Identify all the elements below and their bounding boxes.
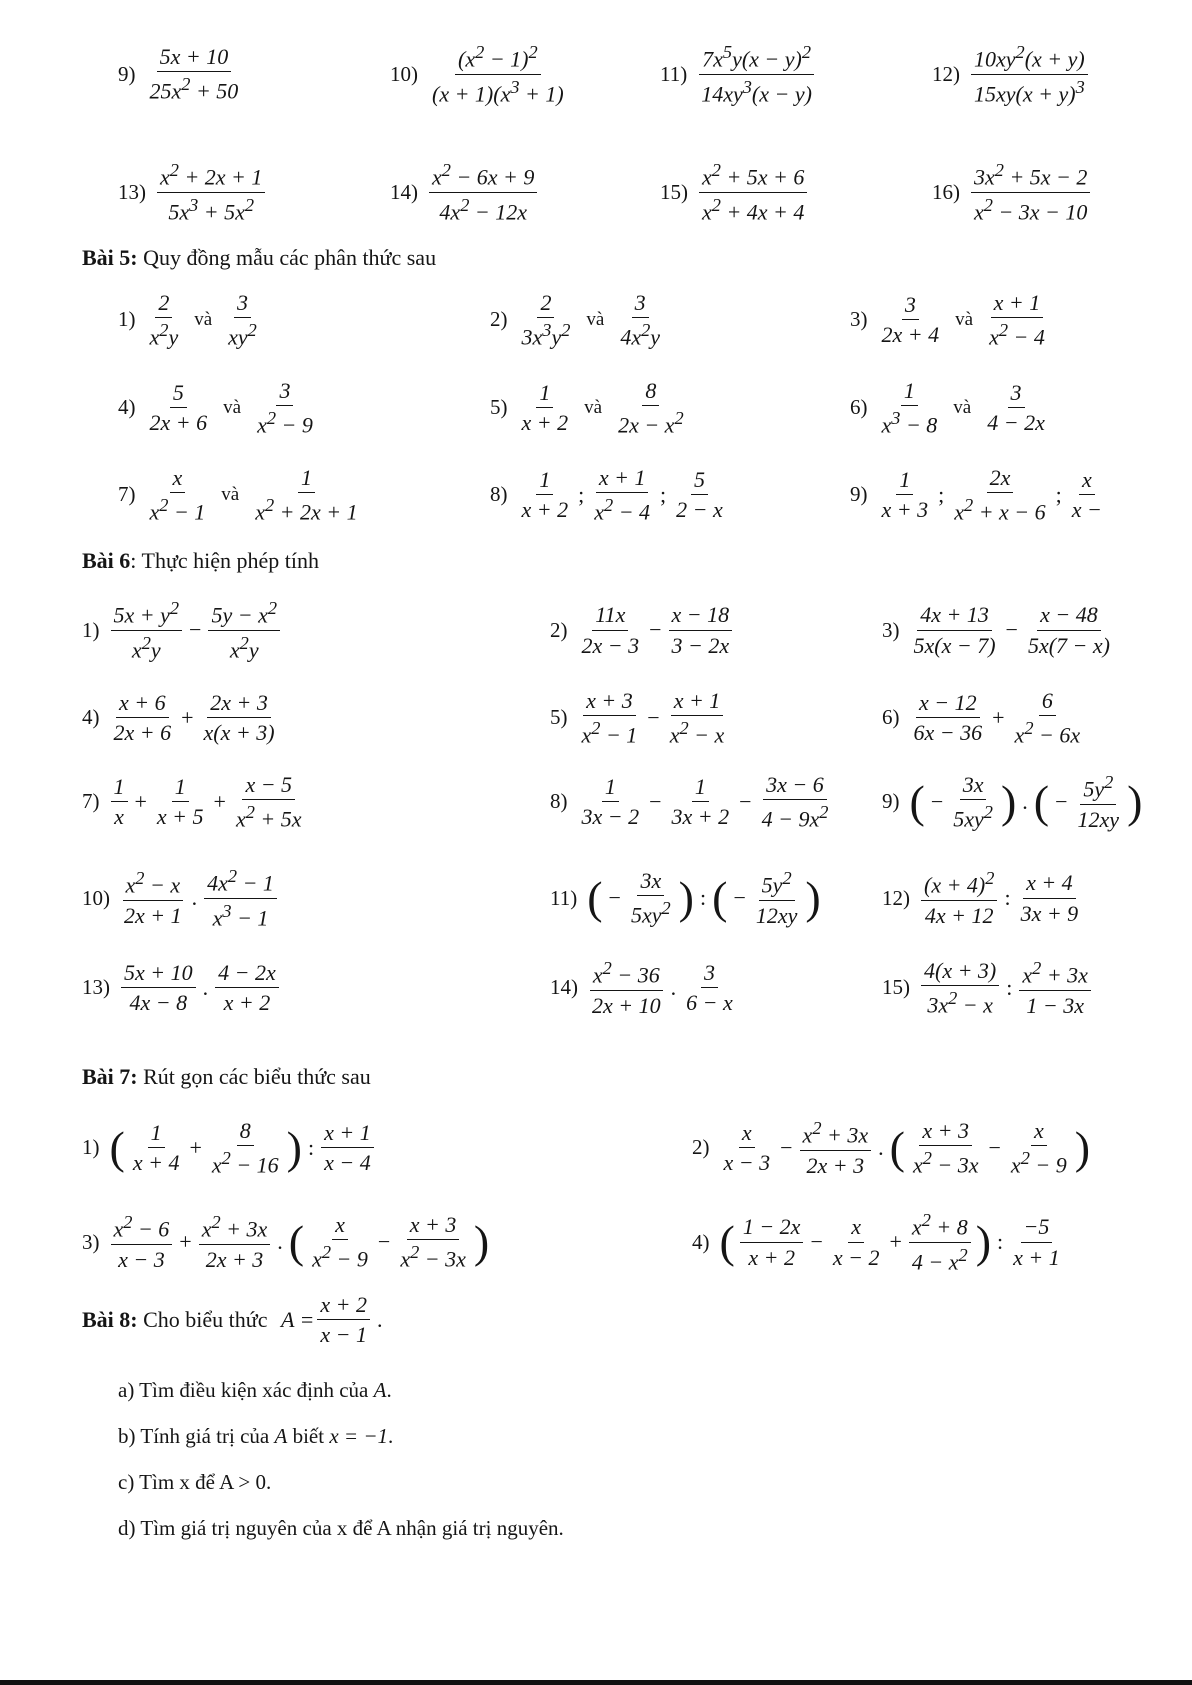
bai6-expr-10: $\frac{x^2 - x}{2x + 1}$ . $\frac{4x^2 - 1}{x^3 - 1}$ [118, 866, 280, 930]
page-bottom-border [0, 1680, 1192, 1685]
bai6-expr-5: $\frac{x + 3}{x^2 - 1}$ − $\frac{x + 1}{x^2 - x}$ [581, 688, 725, 748]
bai8-heading: Bài 8: Cho biểu thức A = $\frac{x + 2}{x - 1}$ . [82, 1292, 387, 1348]
bai5-expr-1: $\frac{2}{x^2y}$ và $\frac{3}{xy^2}$ [149, 290, 257, 350]
bai4-expr-16: $\frac{3x^2 + 5x - 2}{x^2 - 3x - 10}$ [968, 160, 1093, 224]
bai5-item-1: 1) $\frac{2}{x^2y}$ và $\frac{3}{xy^2}$ [118, 290, 490, 350]
bai6-item-8: 8) $\frac{1}{3x - 2}$ − $\frac{1}{3x + 2}$ − $\frac{3x - 6}{4 - 9x^2}$ [492, 772, 882, 832]
bai8-question-a: a) Tìm điều kiện xác định của A. [118, 1378, 392, 1402]
bai7-expr-2: $\frac{x}{x - 3}$ − $\frac{x^2 + 3x}{2x + 3}$ . ( $\frac{x + 3}{x^2 - 3x}$ − $\frac{x}{x^2 - 9}$ ) [723, 1118, 1091, 1178]
bai5-expr-7: $\frac{x}{x^2 - 1}$ và $\frac{1}{x^2 + 2x + 1}$ [149, 465, 358, 525]
bai7-expr-1: ( $\frac{1}{x + 4}$ + $\frac{8}{x^2 - 16}$ ) : $\frac{x + 1}{x - 4}$ [108, 1118, 377, 1178]
bai7-row-2 [82, 1210, 1152, 1274]
bai5-expr-5: $\frac{1}{x + 2}$ và $\frac{8}{2x - x^2}$ [521, 378, 684, 438]
bai4-item-16: 16) $\frac{3x^2 + 5x - 2}{x^2 - 3x - 10}$ [932, 160, 1152, 224]
bai6-row-1 [82, 598, 1162, 662]
bai5-expr-4: $\frac{5}{2x + 6}$ và $\frac{3}{x^2 - 9}$ [149, 378, 313, 438]
bai6-item-2: 2) $\frac{11x}{2x - 3}$ − $\frac{x - 18}{3 - 2x}$ [492, 602, 882, 658]
bai6-expr-4: $\frac{x + 6}{2x + 6}$ + $\frac{2x + 3}{x(x + 3)}$ [113, 690, 275, 746]
bai6-item-5: 5) $\frac{x + 3}{x^2 - 1}$ − $\frac{x + 1}{x^2 - x}$ [492, 688, 882, 748]
bai6-item-15: 15) $\frac{4(x + 3)}{3x^2 - x}$ : $\frac{x^2 + 3x}{1 - 3x}$ [882, 958, 1162, 1018]
bai8-expression: A = $\frac{x + 2}{x - 1}$ . [280, 1292, 383, 1348]
bai7-item-3: 3) $\frac{x^2 - 6}{x - 3}$ + $\frac{x^2 + 3x}{2x + 3}$ . ( $\frac{x}{x^2 - 9}$ − $\frac{x + 3}{x^2 - 3x}$ ) [82, 1212, 490, 1272]
bai7-heading: Bài 7: Rút gọn các biểu thức sau [82, 1064, 371, 1089]
bai7-item-4: 4) ( $\frac{1 - 2x}{x + 2}$ − $\frac{x}{x - 2}$ + $\frac{x^2 + 8}{4 - x^2}$ ) : $\frac{-5}{x + 1}$ [692, 1210, 1152, 1274]
bai4-item-12: 12) $\frac{10xy^2(x + y)}{15xy(x + y)^3}$ [932, 42, 1152, 106]
bai6-row-5 [82, 958, 1162, 1018]
bai6-expr-8: $\frac{1}{3x - 2}$ − $\frac{1}{3x + 2}$ − $\frac{3x - 6}{4 - 9x^2}$ [581, 772, 829, 832]
bai6-item-9: 9) ( − $\frac{3x}{5xy^2}$ ) . ( − $\frac{5y^2}{12xy}$ ) [882, 772, 1143, 832]
bai5-item-6: 6) $\frac{1}{x^3 - 8}$ và $\frac{3}{4 - 2x}$ [850, 378, 1162, 438]
bai6-item-12: 12) $\frac{(x + 4)^2}{4x + 12}$ : $\frac{x + 4}{3x + 9}$ [882, 868, 1162, 928]
bai6-expr-2: $\frac{11x}{2x - 3}$ − $\frac{x - 18}{3 - 2x}$ [576, 602, 736, 658]
bai5-item-8: 8) $\frac{1}{x + 2}$ ; $\frac{x + 1}{x^2 - 4}$ ; $\frac{5}{2 - x}$ [490, 465, 850, 525]
bai7-expr-3: $\frac{x^2 - 6}{x - 3}$ + $\frac{x^2 + 3x}{2x + 3}$ . ( $\frac{x}{x^2 - 9}$ − $\frac{x + 3}{x^2 - 3x}$ ) [108, 1212, 492, 1272]
bai6-expr-3: $\frac{4x + 13}{5x(x - 7)}$ − $\frac{x - 48}{5x(7 - x)}$ [913, 602, 1110, 658]
bai6-row-4 [82, 866, 1162, 930]
bai4-expr-13: $\frac{x^2 + 2x + 1}{5x^3 + 5x^2}$ [154, 160, 268, 224]
bai7-item-1: 1) ( $\frac{1}{x + 4}$ + $\frac{8}{x^2 - 16}$ ) : $\frac{x + 1}{x - 4}$ [82, 1118, 692, 1178]
bai7-item-2: 2) $\frac{x}{x - 3}$ − $\frac{x^2 + 3x}{2x + 3}$ . ( $\frac{x + 3}{x^2 - 3x}$ − $\frac{x}{x^2 - 9}$ ) [692, 1118, 1091, 1178]
bai6-expr-13: $\frac{5x + 10}{4x - 8}$ . $\frac{4 - 2x}{x + 2}$ [118, 960, 282, 1016]
bai4-item-14: 14) $\frac{x^2 - 6x + 9}{4x^2 - 12x}$ [390, 160, 660, 224]
bai5-row-3 [118, 465, 1162, 525]
bai6-item-11: 11) ( − $\frac{3x}{5xy^2}$ ) : ( − $\frac{5y^2}{12xy}$ ) [550, 868, 821, 928]
bai5-expr-3: $\frac{3}{2x + 4}$ và $\frac{x + 1}{x^2 - 4}$ [881, 290, 1045, 350]
bai5-item-9: 9) $\frac{1}{x + 3}$ ; $\frac{2x}{x^2 + x - 6}$ ; $\frac{x}{x -}$ [850, 465, 1162, 525]
bai5-expr-9: $\frac{1}{x + 3}$ ; $\frac{2x}{x^2 + x - 6}$ ; $\frac{x}{x -}$ [881, 465, 1102, 525]
bai4-item-15: 15) $\frac{x^2 + 5x + 6}{x^2 + 4x + 4}$ [660, 160, 932, 224]
bai6-expr-6: $\frac{x - 12}{6x - 36}$ + $\frac{6}{x^2 - 6x}$ [913, 688, 1081, 748]
bai4-row-1 [118, 42, 1152, 106]
bai7-expr-4: ( $\frac{1 - 2x}{x + 2}$ − $\frac{x}{x - 2}$ + $\frac{x^2 + 8}{4 - x^2}$ ) : $\frac{-5}{x + 1}$ [719, 1210, 1060, 1274]
bai6-heading: Bài 6: Thực hiện phép tính [82, 548, 320, 573]
bai8-question-d: d) Tìm giá trị nguyên của x để A nhận giá trị nguyên. [118, 1516, 564, 1540]
bai6-expr-11: ( − $\frac{3x}{5xy^2}$ ) : ( − $\frac{5y^2}{12xy}$ ) [587, 868, 821, 928]
bai4-expr-15: $\frac{x^2 + 5x + 6}{x^2 + 4x + 4}$ [696, 160, 810, 224]
bai4-item-11: 11) $\frac{7x^5y(x - y)^2}{14xy^3(x - y)}$ [660, 42, 932, 106]
bai6-expr-9: ( − $\frac{3x}{5xy^2}$ ) . ( − $\frac{5y^2}{12xy}$ ) [909, 772, 1143, 832]
bai4-expr-9: $\frac{5x + 10}{25x^2 + 50}$ [149, 44, 239, 104]
bai6-row-2 [82, 688, 1162, 748]
bai6-expr-15: $\frac{4(x + 3)}{3x^2 - x}$ : $\frac{x^2 + 3x}{1 - 3x}$ [918, 958, 1094, 1018]
bai6-item-4: 4) $\frac{x + 6}{2x + 6}$ + $\frac{2x + 3}{x(x + 3)}$ [82, 690, 492, 746]
bai4-item-10: 10) $\frac{(x^2 - 1)^2}{(x + 1)(x^3 + 1)}$ [390, 42, 660, 106]
bai6-expr-1: $\frac{5x + y^2}{x^2y}$ − $\frac{5y - x^2}{x^2y}$ [108, 598, 284, 662]
bai5-row-1 [118, 290, 1162, 350]
bai6-expr-12: $\frac{(x + 4)^2}{4x + 12}$ : $\frac{x + 4}{3x + 9}$ [918, 868, 1084, 928]
bai5-expr-8: $\frac{1}{x + 2}$ ; $\frac{x + 1}{x^2 - 4}$ ; $\frac{5}{2 - x}$ [521, 465, 723, 525]
bai5-expr-6: $\frac{1}{x^3 - 8}$ và $\frac{3}{4 - 2x}$ [881, 378, 1045, 438]
bai6-item-7: 7) $\frac{1}{x}$ + $\frac{1}{x + 5}$ + $\frac{x - 5}{x^2 + 5x}$ [82, 772, 492, 832]
bai6-expr-7: $\frac{1}{x}$ + $\frac{1}{x + 5}$ + $\frac{x - 5}{x^2 + 5x}$ [108, 772, 308, 832]
bai6-item-10: 10) $\frac{x^2 - x}{2x + 1}$ . $\frac{4x^2 - 1}{x^3 - 1}$ [82, 866, 492, 930]
bai6-row-3 [82, 772, 1162, 832]
bai5-row-2 [118, 378, 1162, 438]
bai6-item-13: 13) $\frac{5x + 10}{4x - 8}$ . $\frac{4 - 2x}{x + 2}$ [82, 960, 492, 1016]
bai6-item-1: 1) $\frac{5x + y^2}{x^2y}$ − $\frac{5y - x^2}{x^2y}$ [82, 598, 492, 662]
bai5-item-4: 4) $\frac{5}{2x + 6}$ và $\frac{3}{x^2 - 9}$ [118, 378, 490, 438]
bai6-item-14: 14) $\frac{x^2 - 36}{2x + 10}$ . $\frac{3}{6 - x}$ [492, 958, 882, 1018]
bai5-expr-2: $\frac{2}{3x^3y^2}$ và $\frac{3}{4x^2y}$ [521, 290, 661, 350]
bai7-row-1 [82, 1118, 1152, 1178]
bai6-item-6: 6) $\frac{x - 12}{6x - 36}$ + $\frac{6}{x^2 - 6x}$ [882, 688, 1162, 748]
bai5-item-3: 3) $\frac{3}{2x + 4}$ và $\frac{x + 1}{x^2 - 4}$ [850, 290, 1162, 350]
bai4-item-9: 9) $\frac{5x + 10}{25x^2 + 50}$ [118, 44, 390, 104]
bai6-expr-14: $\frac{x^2 - 36}{2x + 10}$ . $\frac{3}{6 - x}$ [586, 958, 739, 1018]
bai5-item-2: 2) $\frac{2}{3x^3y^2}$ và $\frac{3}{4x^2y}$ [490, 290, 850, 350]
bai4-expr-11: $\frac{7x^5y(x - y)^2}{14xy^3(x - y)}$ [695, 42, 818, 106]
bai5-heading: Bài 5: Quy đồng mẫu các phân thức sau [82, 245, 437, 270]
bai8-question-b: b) Tính giá trị của A biết x = −1. [118, 1424, 394, 1448]
bai4-expr-14: $\frac{x^2 - 6x + 9}{4x^2 - 12x}$ [426, 160, 540, 224]
bai4-expr-12: $\frac{10xy^2(x + y)}{15xy(x + y)^3}$ [968, 42, 1091, 106]
bai6-item-3: 3) $\frac{4x + 13}{5x(x - 7)}$ − $\frac{x - 48}{5x(7 - x)}$ [882, 602, 1162, 658]
bai5-item-7: 7) $\frac{x}{x^2 - 1}$ và $\frac{1}{x^2 + 2x + 1}$ [118, 465, 490, 525]
bai8-question-c: c) Tìm x để A > 0. [118, 1470, 272, 1494]
bai4-expr-10: $\frac{(x^2 - 1)^2}{(x + 1)(x^3 + 1)}$ [432, 42, 564, 106]
bai4-item-13: 13) $\frac{x^2 + 2x + 1}{5x^3 + 5x^2}$ [118, 160, 390, 224]
bai5-item-5: 5) $\frac{1}{x + 2}$ và $\frac{8}{2x - x^2}$ [490, 378, 850, 438]
bai4-row-2 [118, 160, 1152, 224]
